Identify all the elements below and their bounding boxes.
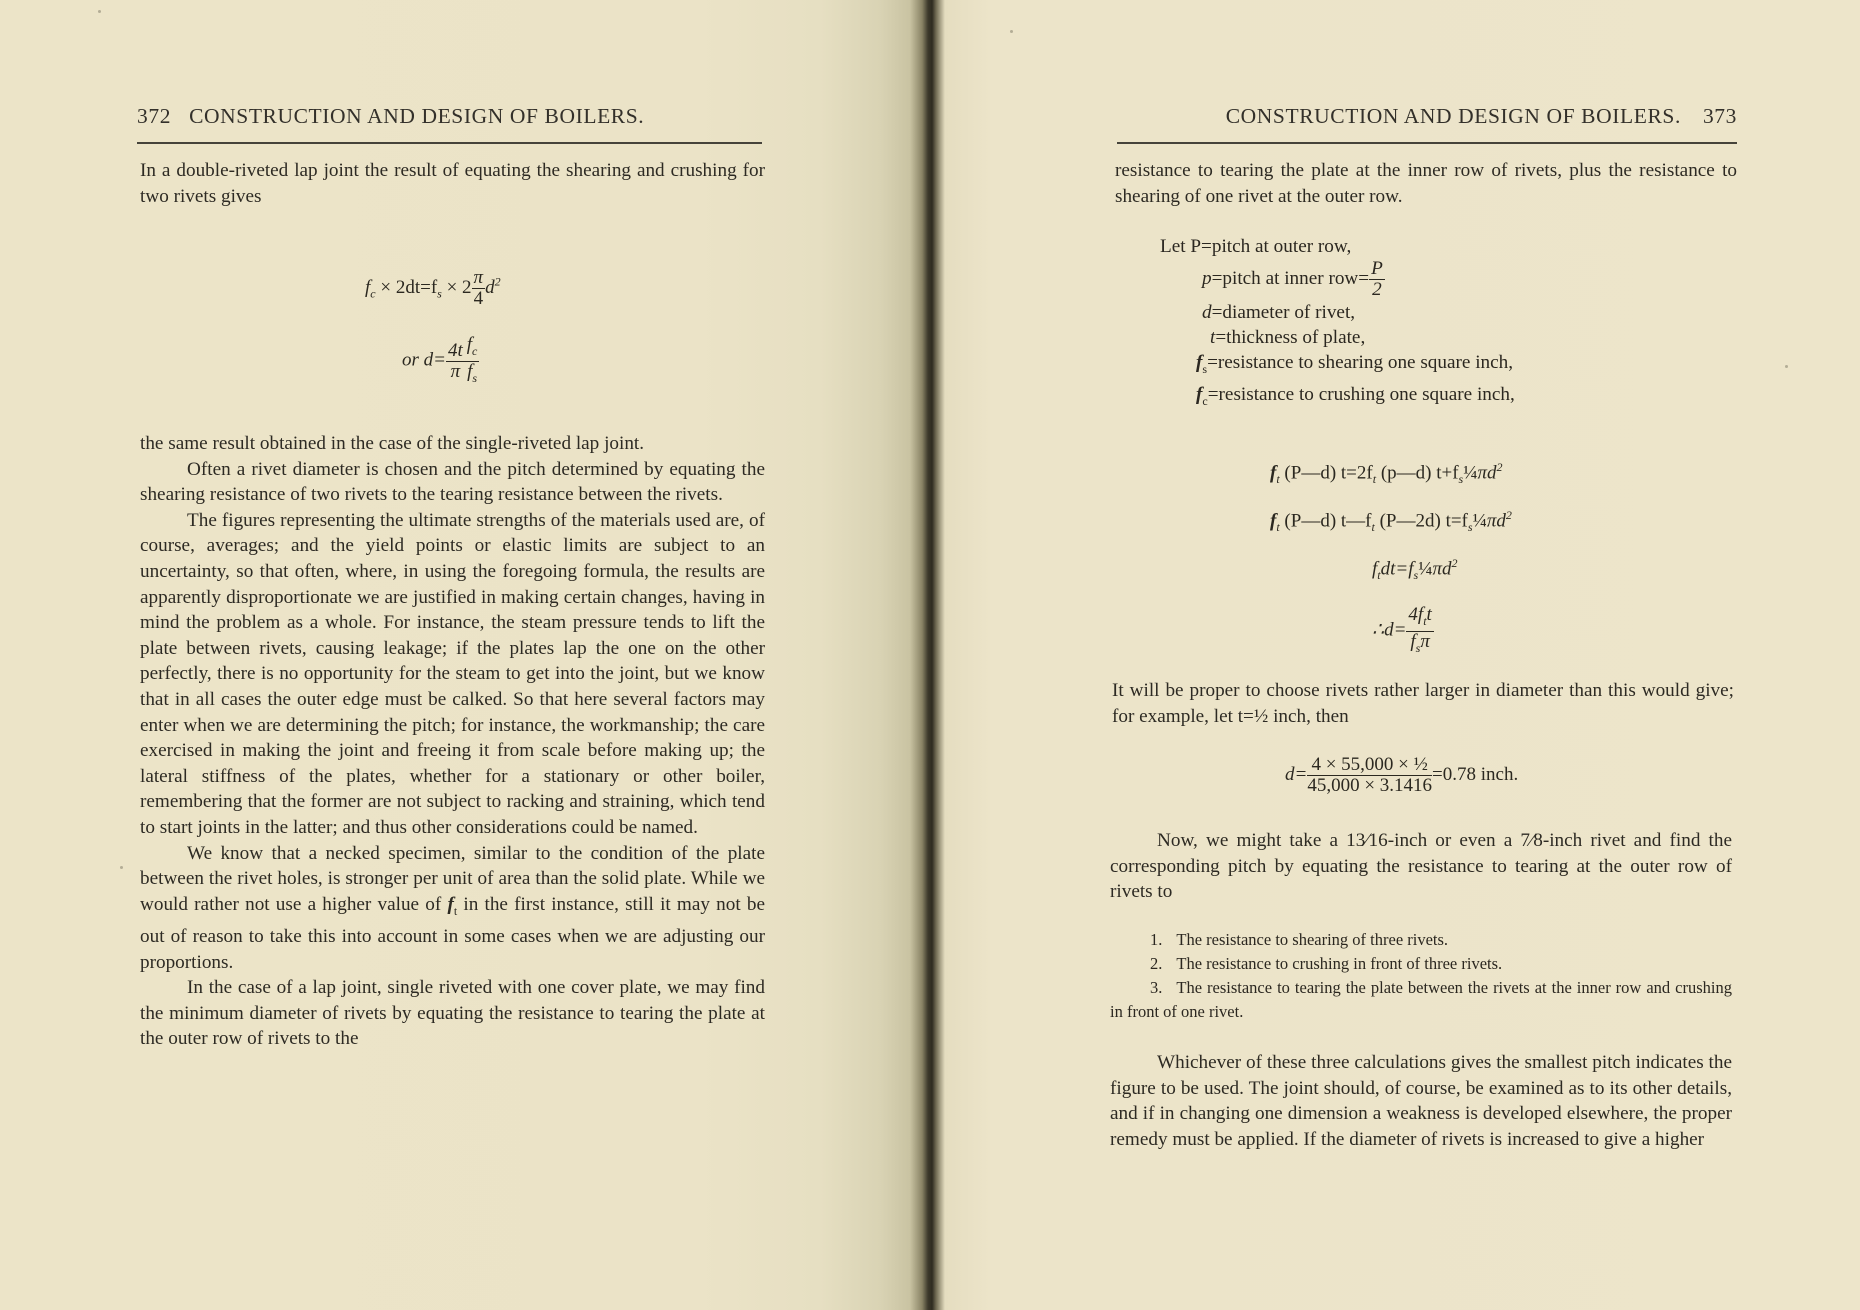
equation-3: $f_tdt=f_s\frac{1}{4}\pi d^2$ bbox=[1372, 556, 1458, 583]
frac-num: f bbox=[466, 334, 473, 355]
eq-term: (P—d) t—f bbox=[1284, 510, 1372, 532]
text-run: in the first instance, still it may not be out of reason to take this into account in some cases when we are adjusting our proportions. bbox=[140, 893, 765, 973]
eq-sub: s bbox=[472, 370, 478, 385]
eq-term: (p—d) t+f bbox=[1380, 462, 1459, 484]
equation-diameter bbox=[402, 335, 479, 388]
eq-symbol: f bbox=[365, 276, 371, 298]
running-title: CONSTRUCTION AND DESIGN OF BOILERS. bbox=[189, 104, 645, 128]
eq-term: (P—d) t=2f bbox=[1284, 462, 1373, 484]
eq-sub: c bbox=[472, 343, 478, 358]
def-text: =diameter of rivet, bbox=[1211, 302, 1356, 323]
frac-num: P bbox=[1371, 258, 1383, 279]
list-number: 1. bbox=[1150, 930, 1163, 949]
list-text: The resistance to tearing the plate between the rivets at the inner row and crushing in front of one rivet. bbox=[1110, 978, 1732, 1021]
paragraph-text bbox=[140, 841, 765, 976]
equation-2: $f_t$ (P—d) $t—f_t$ (P—2d) $t=f_s\frac{1}{4}\pi d^2$ bbox=[1270, 508, 1512, 535]
paragraph-text: Whichever of these three calculations gives the smallest pitch indicates the figure to be used. The joint should, of course, be examined as to its other details, and if in changing one dimension a weakness is developed elsewhere, the proper remedy must be applied. If the diameter of rivets is increased to give a higher bbox=[1110, 1052, 1732, 1150]
equation-calculation bbox=[1285, 755, 1518, 796]
eq-sub: s bbox=[1415, 640, 1421, 655]
eq-sub: c bbox=[370, 286, 376, 301]
eq-result: =0.78 inch. bbox=[1432, 763, 1519, 785]
left-page bbox=[0, 0, 925, 1310]
eq-sub: s bbox=[437, 286, 442, 301]
def-symbol: d bbox=[1202, 302, 1212, 323]
list-number: 2. bbox=[1150, 954, 1163, 973]
list-number: 3. bbox=[1150, 978, 1163, 997]
paragraph-text: It will be proper to choose rivets rather larger in diameter than this would give; for example, let t=½ inch, then bbox=[1112, 680, 1734, 727]
text-run: We know that a necked specimen, similar to the condition of the plate between the rivet holes, is stronger per unit of area than the solid plate. While we would rather not use a higher value of bbox=[140, 842, 765, 915]
def-symbol: Let P bbox=[1160, 236, 1202, 257]
list-text: The resistance to crushing in front of three rivets. bbox=[1176, 954, 1503, 973]
definitions-list bbox=[1160, 234, 1515, 414]
definition-row bbox=[1160, 300, 1515, 325]
paper-fleck bbox=[1785, 365, 1788, 368]
paragraph-text: The figures representing the ultimate strengths of the materials used are, of course, averages; and the yield points or elastic limits are subject to an uncertainty, so that often, where, in using the foregoing formula, the results are apparently disproportionate we are justified in making certain changes, having in mind the problem as a whole. For instance, the steam pressure tends to lift the plate between rivets, causing leakage; if the plates lap the one on the other perfectly, there is no opportunity for the steam to get into the joint, but we know that in all cases the outer edge must be calked. So that here several factors may enter when we are determining the pitch; for instance, the workmanship; the care exercised in making the joint and freeing it from scale before making up; the lateral stiffness of the plates, whether for a stationary or other boiler, remembering that the former are not subject to racking and straining, which tend to start joints in the latter; and thus other considerations could be named. bbox=[140, 509, 765, 838]
list-item bbox=[1110, 928, 1732, 952]
paragraph bbox=[1115, 158, 1737, 209]
eq-term: ∴d= bbox=[1372, 619, 1407, 641]
eq-symbol: f bbox=[447, 893, 454, 915]
list-item bbox=[1110, 976, 1732, 1024]
paragraph bbox=[1110, 828, 1732, 905]
body-text bbox=[140, 431, 765, 1052]
def-sub: c bbox=[1202, 393, 1208, 408]
eq-term: × 2 bbox=[446, 276, 472, 298]
eq-sub: t bbox=[453, 903, 458, 918]
paper-fleck bbox=[120, 866, 123, 869]
definition-row bbox=[1160, 234, 1515, 259]
def-text: =pitch at outer row, bbox=[1201, 236, 1352, 257]
list-item bbox=[1110, 952, 1732, 976]
left-running-head bbox=[137, 104, 762, 144]
running-title: CONSTRUCTION AND DESIGN OF BOILERS. bbox=[1225, 104, 1681, 128]
def-text: =resistance to shearing one square inch, bbox=[1207, 352, 1514, 373]
fraction bbox=[465, 335, 480, 388]
page-number: 372 bbox=[137, 104, 172, 128]
eq-term: d bbox=[485, 276, 495, 298]
frac-den: f bbox=[467, 360, 473, 382]
fraction bbox=[446, 341, 465, 382]
eq-term: × 2dt=f bbox=[380, 276, 438, 298]
paragraph-text: Now, we might take a 13⁄16-inch or even a 7⁄8-inch rivet and find the corresponding pitch by equating the resistance to tearing at the outer row of rivets to bbox=[1110, 830, 1732, 903]
paper-fleck bbox=[1010, 30, 1013, 33]
paragraph-text: In a double-riveted lap joint the result of equating the shearing and crushing for two rivets gives bbox=[140, 160, 765, 207]
eq-term: d= bbox=[1285, 763, 1308, 785]
definition-row bbox=[1160, 350, 1515, 382]
paragraph-text: Often a rivet diameter is chosen and the pitch determined by equating the shearing resistance of two rivets to the tearing resistance between the rivets. bbox=[140, 458, 765, 506]
definition-row bbox=[1160, 325, 1515, 350]
definition-row bbox=[1160, 382, 1515, 414]
def-symbol: p bbox=[1202, 267, 1212, 289]
paragraph-text: resistance to tearing the plate at the inner row of rivets, plus the resistance to shearing of one rivet at the outer row. bbox=[1115, 160, 1737, 207]
def-text: =pitch at inner row= bbox=[1211, 267, 1370, 289]
paragraph-text: In the case of a lap joint, single riveted with one cover plate, we may find the minimum diameter of rivets by equating the resistance to tearing the plate at the outer row of rivets to the bbox=[140, 977, 765, 1050]
def-symbol: f bbox=[1196, 352, 1203, 373]
eq-term: or d= bbox=[402, 349, 446, 371]
frac-den: π bbox=[450, 360, 461, 382]
def-text: =thickness of plate, bbox=[1215, 327, 1366, 348]
paper-fleck bbox=[98, 10, 101, 13]
fraction bbox=[472, 268, 486, 309]
list-text: The resistance to shearing of three rivets. bbox=[1176, 930, 1449, 949]
frac-num: t bbox=[1426, 604, 1432, 625]
frac-den: π bbox=[1420, 630, 1430, 652]
frac-den: 2 bbox=[1372, 279, 1382, 300]
eq-sup: 2 bbox=[494, 274, 501, 289]
frac-num: 4 × 55,000 × ½ bbox=[1307, 755, 1432, 776]
definition-row bbox=[1160, 259, 1515, 300]
def-symbol: f bbox=[1196, 383, 1203, 405]
frac-den: 4 bbox=[473, 288, 484, 309]
def-sub: s bbox=[1202, 361, 1208, 376]
frac-num: 4t bbox=[447, 339, 463, 361]
fraction bbox=[1406, 605, 1433, 658]
paragraph bbox=[1112, 678, 1734, 729]
eq-sub: t bbox=[1423, 613, 1427, 628]
def-text: =resistance to crushing one square inch, bbox=[1207, 383, 1515, 405]
def-symbol: t bbox=[1210, 327, 1216, 348]
frac-num: π bbox=[473, 267, 484, 288]
frac-den: 45,000 × 3.1416 bbox=[1307, 775, 1433, 796]
right-running-head bbox=[1117, 104, 1737, 144]
page-number: 373 bbox=[1702, 104, 1737, 128]
paragraph bbox=[1110, 1050, 1732, 1152]
numbered-list bbox=[1110, 928, 1732, 1024]
eq-term: (P—2d) t=f bbox=[1379, 510, 1468, 532]
eq-term: dt=f bbox=[1380, 558, 1414, 580]
fraction bbox=[1369, 259, 1385, 300]
frac-den: f bbox=[1410, 630, 1416, 652]
equation-final-diameter bbox=[1372, 605, 1434, 658]
paragraph-text: the same result obtained in the case of the single-riveted lap joint. bbox=[140, 433, 645, 454]
equation-1: $f_t$ (P—d) $t=2f_t$ (p—d) $t+f_s\frac{1}{4}\pi d^2$ bbox=[1270, 460, 1503, 487]
paragraph bbox=[140, 158, 765, 209]
fraction bbox=[1307, 755, 1432, 796]
frac-num: 4f bbox=[1408, 604, 1424, 625]
equation-shear-crush bbox=[365, 268, 501, 309]
